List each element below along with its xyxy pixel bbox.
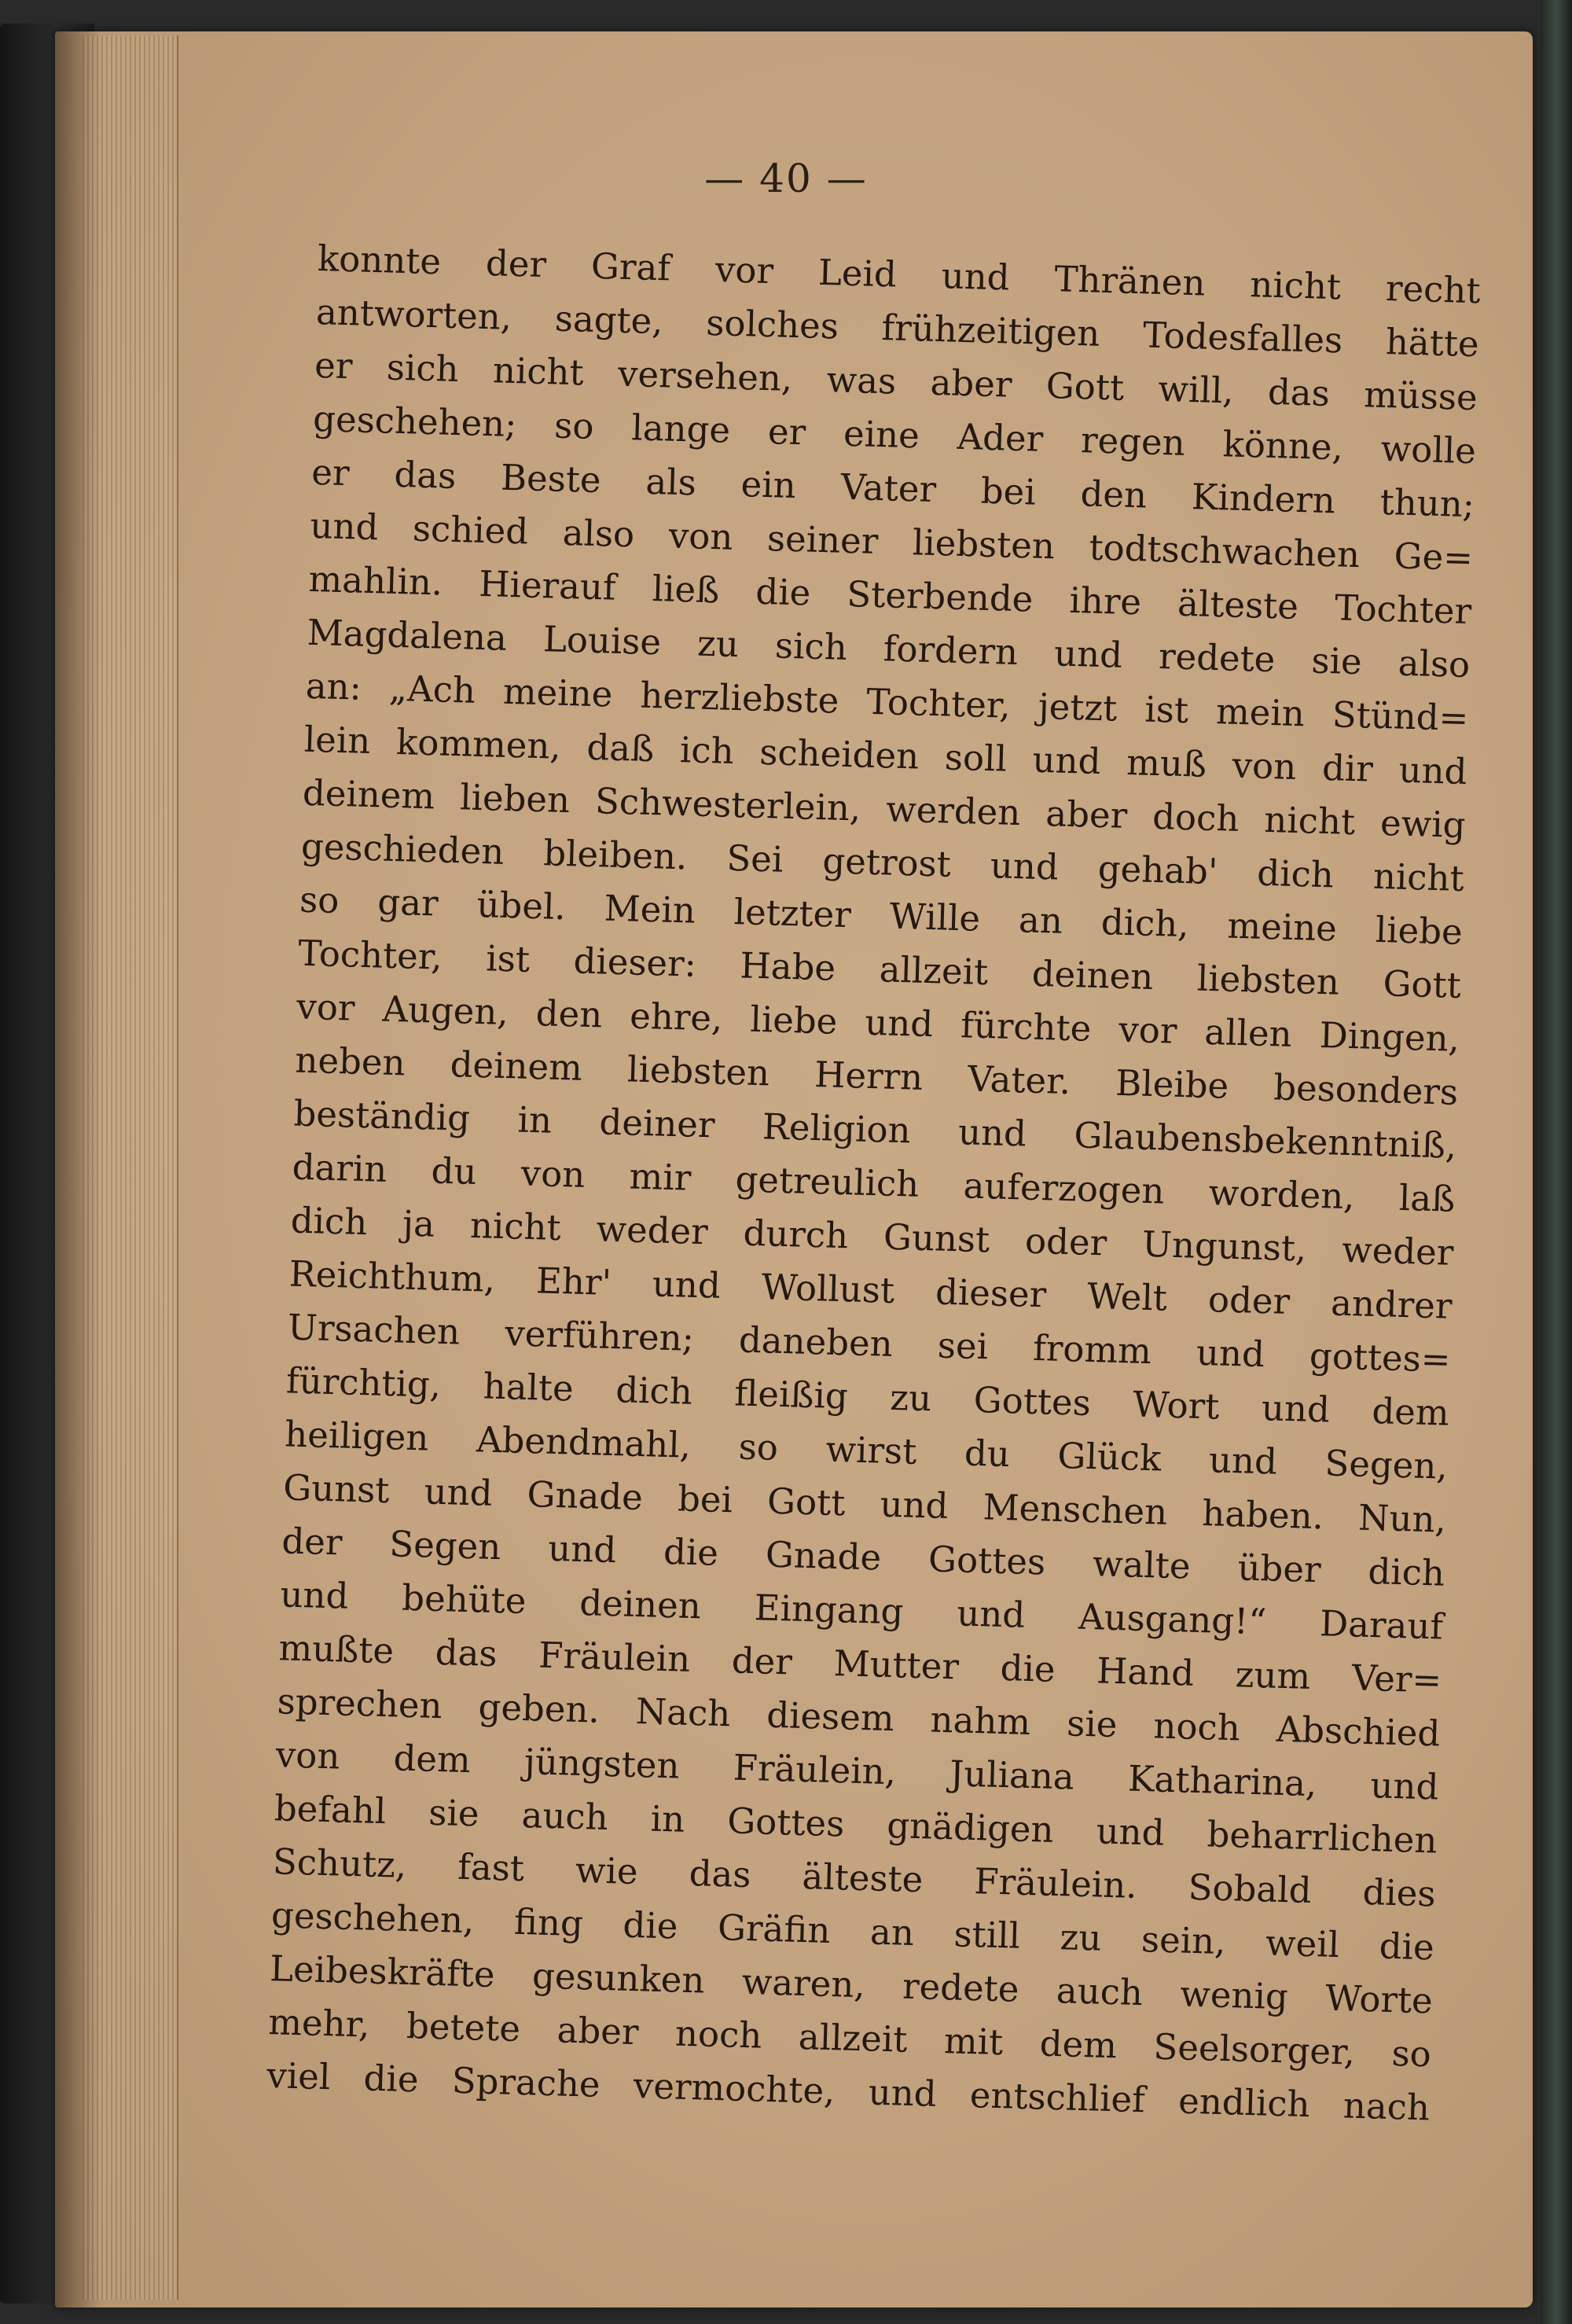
text-line: er das Beste als ein Vater bei den Kindern thun; bbox=[310, 450, 1475, 526]
page-number: — 40 — bbox=[704, 156, 868, 201]
text-line: befahl sie auch in Gottes gnädigen und beharrlichen bbox=[274, 1787, 1438, 1862]
text-line: Magdalena Louise zu sich fordern und redete sie also bbox=[307, 611, 1471, 686]
text-line: heiligen Abendmahl, so wirst du Glück und Segen, bbox=[284, 1413, 1449, 1487]
text-line: neben deinem liebsten Herrn Vater. Bleibe besonders bbox=[294, 1039, 1459, 1113]
text-line: viel die Sprache vermochte, und entschlief endlich nach bbox=[266, 2054, 1431, 2129]
text-line: so gar übel. Mein letzter Wille an dich, meine liebe bbox=[299, 878, 1464, 953]
text-line: darin du von mir getreulich auferzogen worden, laß bbox=[292, 1145, 1456, 1220]
text-line: geschieden bleiben. Sei getrost und gehab' dich nicht bbox=[300, 825, 1465, 900]
text-line: und behüte deinen Eingang und Ausgang!“ Darauf bbox=[279, 1573, 1444, 1648]
text-line: beständig in deiner Religion und Glaubensbekenntniß, bbox=[292, 1092, 1457, 1167]
text-line: Gunst und Gnade bei Gott und Menschen haben. Nun, bbox=[282, 1466, 1447, 1541]
text-line: dich ja nicht weder durch Gunst oder Ungunst, weder bbox=[290, 1199, 1455, 1274]
scan-background-edge bbox=[1541, 0, 1572, 2324]
text-line: geschehen; so lange er eine Ader regen könne, wolle bbox=[312, 397, 1477, 473]
text-line: antworten, sagte, solches frühzeitigen Todesfalles hätte bbox=[315, 290, 1480, 366]
text-line: geschehen, fing die Gräfin an still zu sein, weil die bbox=[270, 1894, 1435, 1969]
text-line: und schied also von seiner liebsten todtschwachen Ge= bbox=[309, 504, 1474, 579]
text-line: sprechen geben. Nach diesem nahm sie noch Abschied bbox=[277, 1680, 1441, 1755]
text-line: er sich nicht versehen, was aber Gott will, das müsse bbox=[314, 344, 1478, 419]
text-line: der Segen und die Gnade Gottes walte über dich bbox=[281, 1520, 1445, 1594]
text-line: Reichthum, Ehr' und Wollust dieser Welt oder andrer bbox=[288, 1252, 1453, 1327]
text-line: Ursachen verführen; daneben sei fromm und gottes= bbox=[287, 1306, 1452, 1381]
text-line: mehr, betete aber noch allzeit mit dem Seelsorger, so bbox=[267, 2001, 1432, 2076]
text-line: deinem lieben Schwesterlein, werden aber doch nicht ewig bbox=[302, 771, 1467, 847]
body-text bbox=[266, 232, 1482, 2135]
text-line: Schutz, fast wie das älteste Fräulein. Sobald dies bbox=[272, 1840, 1437, 1915]
text-line: vor Augen, den ehre, liebe und fürchte vor allen Dingen, bbox=[296, 985, 1460, 1060]
text-line: fürchtig, halte dich fleißig zu Gottes Wort und dem bbox=[285, 1359, 1450, 1434]
text-line: lein kommen, daß ich scheiden soll und muß von dir und bbox=[303, 718, 1468, 793]
text-line: mahlin. Hierauf ließ die Sterbende ihre älteste Tochter bbox=[307, 557, 1472, 633]
text-line: Tochter, ist dieser: Habe allzeit deinen liebsten Gott bbox=[297, 932, 1462, 1006]
text-line: von dem jüngsten Fräulein, Juliana Katharina, und bbox=[275, 1734, 1440, 1808]
text-line: mußte das Fräulein der Mutter die Hand zum Ver= bbox=[277, 1627, 1442, 1701]
text-line: an: „Ach meine herzliebste Tochter, jetzt ist mein Stünd= bbox=[305, 664, 1470, 740]
text-line: Leibeskräfte gesunken waren, redete auch wenig Worte bbox=[269, 1947, 1434, 2022]
text-line: konnte der Graf vor Leid und Thränen nicht recht bbox=[317, 237, 1482, 312]
spine-shadow bbox=[55, 31, 102, 2307]
